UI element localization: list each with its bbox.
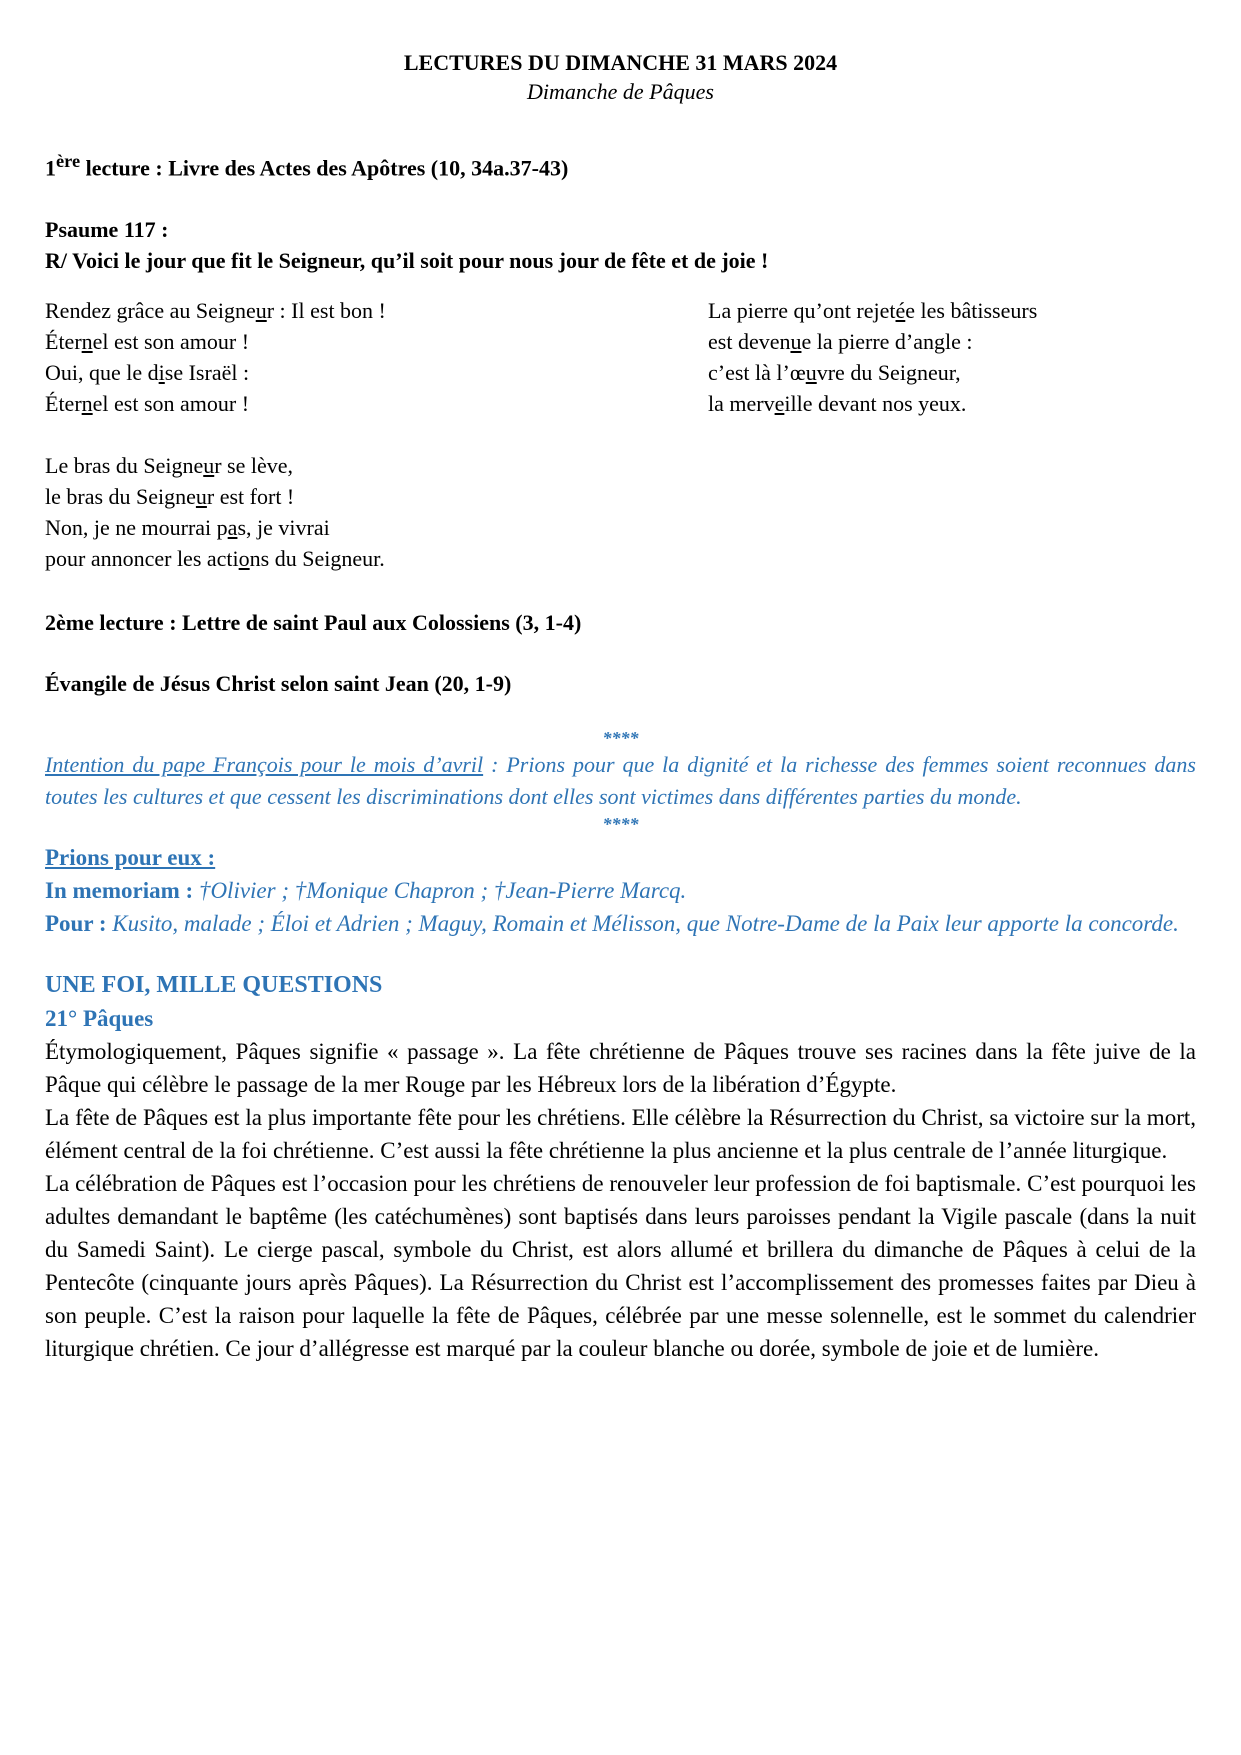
psalm-text: Éter (45, 329, 82, 355)
psalm-text: est deven (708, 329, 791, 355)
psalm-accent: u (790, 329, 802, 355)
questions-body (45, 1035, 1196, 1365)
psalm-text: vre du Seigneur, (816, 360, 961, 386)
psalm-text: e les bâtisseurs (905, 298, 1038, 324)
psalm-line (45, 543, 708, 574)
pour-text: Kusito, malade ; Éloi et Adrien ; Maguy, Romain et Mélisson, que Notre-Dame de la Paix leur apporte la concorde. (112, 911, 1179, 937)
psalm-text: el est son amour ! (92, 329, 250, 355)
psalm-accent: a (227, 515, 238, 541)
psalm-text: e la pierre d’angle : (801, 329, 973, 355)
psalm-heading (45, 214, 1196, 276)
memoriam-line (45, 874, 1196, 907)
psalm-text: r se lève, (214, 453, 294, 479)
psalm-accent: u (805, 360, 817, 386)
psalm-text: la merv (708, 391, 775, 417)
psalm-text: s, je vivrai (237, 515, 330, 541)
psalm-accent: n (81, 329, 93, 355)
psalm-text: Non, je ne mourrai p (45, 515, 228, 541)
psalm-accent: n (81, 391, 93, 417)
psalm-text: r : Il est bon ! (266, 298, 386, 324)
memoriam-label: In memoriam : (45, 878, 199, 904)
psalm-text: pour annoncer les acti (45, 546, 239, 572)
psalm-line (45, 388, 708, 419)
psalm-accent: u (255, 298, 267, 324)
psalm-stanzas (45, 295, 1196, 574)
psalm-line (708, 295, 1196, 326)
body-paragraph: La fête de Pâques est la plus importante fête pour les chrétiens. Elle célèbre la Résurrection du Christ, sa victoire sur la mort, élément central de la foi chrétienne. C’est aussi la fête chrétienne la plus ancienne et la plus centrale de l’année liturgique. (45, 1105, 1196, 1164)
psalm-text: se Israël : (164, 360, 250, 386)
psalm-line (708, 357, 1196, 388)
psalm-accent: u (203, 453, 215, 479)
psalm-stanza-3 (708, 295, 1196, 419)
prayer-title: Prions pour eux : (45, 845, 216, 871)
psalm-text: Rendez grâce au Seigne (45, 298, 256, 324)
body-paragraph: Étymologiquement, Pâques signifie « passage ». La fête chrétienne de Pâques trouve ses racines dans la fête juive de la Pâque qui célèbre le passage de la mer Rouge par les Hébreux lors de la libération d’Égypte. (45, 1039, 1196, 1098)
psalm-line (708, 326, 1196, 357)
psalm-column-left (45, 295, 708, 574)
psalm-line (45, 450, 708, 481)
page-subtitle: Dimanche de Pâques (527, 79, 714, 104)
psalm-text: le bras du Seigne (45, 484, 196, 510)
psalm-text: Oui, que le d (45, 360, 159, 386)
psalm-line (45, 295, 708, 326)
prayer-section (45, 841, 1196, 940)
psalm-accent: e (774, 391, 785, 417)
psalm-accent: i (158, 360, 165, 386)
psalm-line (708, 388, 1196, 419)
psalm-text: el est son amour ! (92, 391, 250, 417)
psalm-text: c’est là l’œ (708, 360, 806, 386)
psalm-stanza-1 (45, 295, 708, 419)
pour-line (45, 907, 1196, 940)
pour-label: Pour : (45, 911, 113, 937)
psalm-line (45, 357, 708, 388)
psalm-text: r est fort ! (206, 484, 295, 510)
psalm-accent: o (238, 546, 250, 572)
memoriam-text: †Olivier ; †Monique Chapron ; †Jean-Pierre Marcq. (198, 878, 687, 904)
second-reading: 2ème lecture : Lettre de saint Paul aux Colossiens (3, 1-4) (45, 610, 582, 636)
psalm-text: Éter (45, 391, 82, 417)
first-reading-superscript: ère (56, 151, 81, 171)
psalm-accent: u (195, 484, 207, 510)
questions-heading (45, 969, 1196, 1035)
psalm-refrain: R/ Voici le jour que fit le Seigneur, qu’il soit pour nous jour de fête et de joie ! (45, 248, 769, 274)
questions-title: UNE FOI, MILLE QUESTIONS (45, 972, 383, 999)
questions-subtitle: 21° Pâques (45, 1006, 154, 1032)
psalm-title: Psaume 117 : (45, 217, 169, 243)
gospel-reading: Évangile de Jésus Christ selon saint Jean (20, 1-9) (45, 671, 512, 697)
psalm-text: ille devant nos yeux. (784, 391, 967, 417)
first-reading (45, 146, 1196, 183)
intention-text: : Prions pour que la dignité et la richesse des femmes soient reconnues dans toutes les cultures et que cessent les discriminations dont elles sont victimes dans différentes parties du monde. (45, 752, 1196, 810)
psalm-stanza-2 (45, 450, 708, 574)
psalm-column-right (708, 295, 1196, 574)
separator-stars: **** (602, 728, 639, 749)
psalm-text: ns du Seigneur. (249, 546, 385, 572)
first-reading-number: 1 (45, 155, 56, 181)
psalm-text: La pierre qu’ont rejet (708, 298, 896, 324)
psalm-line (45, 512, 708, 543)
page-title: LECTURES DU DIMANCHE 31 MARS 2024 (403, 50, 838, 75)
psalm-line (45, 481, 708, 512)
body-paragraph: La célébration de Pâques est l’occasion pour les chrétiens de renouveler leur profession de foi baptismale. C’est pourquoi les adultes demandant le baptême (les catéchumènes) sont baptisés dans leurs paroisses pendant la Vigile pascale (dans la nuit du Samedi Saint). Le cierge pascal, symbole du Christ, est alors allumé et brillera du dimanche de Pâques à celui de la Pentecôte (cinquante jours après Pâques). La Résurrection du Christ est l’accomplissement des promesses faites par Dieu à son peuple. C’est la raison pour laquelle la fête de Pâques, célébrée par une messe solennelle, est le sommet du calendrier liturgique chrétien. Ce jour d’allégresse est marqué par la couleur blanche ou dorée, symbole de joie et de lumière. (45, 1171, 1196, 1362)
document-header (45, 48, 1196, 106)
first-reading-text: lecture : Livre des Actes des Apôtres (10, 34a.37-43) (80, 155, 569, 181)
psalm-text: Le bras du Seigne (45, 453, 204, 479)
separator-stars: **** (602, 814, 639, 835)
psalm-accent: é (895, 298, 906, 324)
intention-lead: Intention du pape François pour le mois d’avril (45, 752, 484, 778)
pope-intention (45, 749, 1196, 813)
psalm-line (45, 326, 708, 357)
